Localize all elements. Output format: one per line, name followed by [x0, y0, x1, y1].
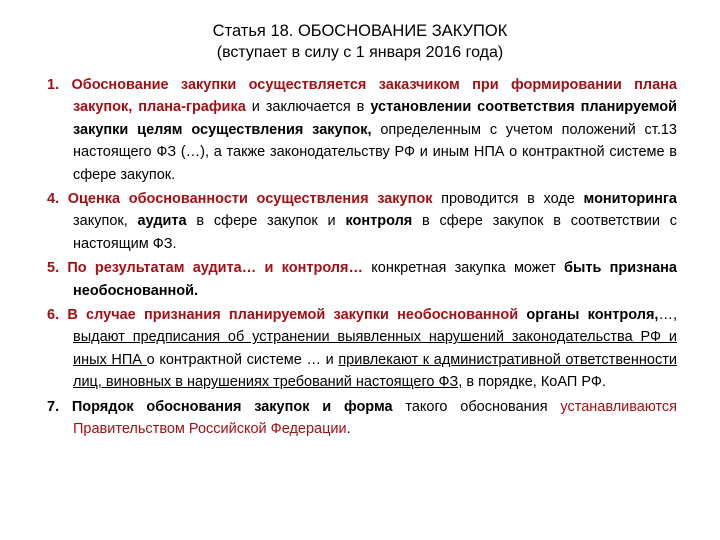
paragraph-1-tail: определенным с учетом положений ст.13 настоящего ФЗ (…), а также законодательству РФ и иным НПА о контрактной системе в сфере закупок. — [73, 121, 677, 183]
paragraph-6-underlined-2: привлекают к административной ответственности лиц, виновных в нарушениях требований настоящего ФЗ, — [73, 351, 677, 391]
paragraph-4-tail: в сфере закупок в соответствии с настоящим ФЗ. — [73, 213, 677, 252]
paragraph-1-lead: 1. Обоснование закупки осуществляется заказчиком при формировании плана закупок, плана-графика — [47, 77, 677, 116]
paragraph-7 — [47, 396, 677, 441]
paragraph-6 — [47, 304, 677, 394]
paragraph-5-bold: быть признана необоснованной. — [73, 260, 677, 299]
paragraph-5 — [47, 257, 677, 302]
paragraph-4-text-2: закупок, — [73, 213, 138, 230]
paragraph-6-bold: органы контроля, — [518, 307, 659, 324]
paragraph-4-lead: 4. Оценка обоснованности осуществления закупок — [47, 191, 433, 208]
paragraph-6-underlined-1: выдают предписания об устранении выявленных нарушений законодательства РФ и иных НПА — [73, 329, 677, 368]
page-subtitle: (вступает в силу с 1 января 2016 года) — [216, 44, 504, 61]
paragraph-7-text: такого обоснования — [392, 398, 561, 415]
title-block — [0, 20, 720, 64]
paragraph-5-lead: 5. По результатам аудита… и контроля… — [47, 260, 363, 277]
page-title: Статья 18. ОБОСНОВАНИЕ ЗАКУПОК — [212, 22, 508, 40]
paragraph-1 — [47, 74, 677, 186]
paragraph-7-red: устанавливаются Правительством Российской Федерации — [73, 398, 677, 438]
paragraph-6-lead: 6. В случае признания планируемой закупки необоснованной — [47, 307, 519, 324]
paragraph-4-text: проводится в ходе — [432, 191, 584, 208]
paragraph-5-text: конкретная закупка может — [362, 260, 564, 277]
paragraph-1-bold: установлении соответствия планируемой закупки целям осуществления закупок, — [73, 99, 677, 138]
paragraph-4 — [47, 188, 677, 255]
article-content — [47, 74, 677, 443]
paragraph-7-lead: 7. Порядок обоснования закупок и форма — [47, 398, 393, 415]
paragraph-6-tail: в порядке, КоАП РФ. — [462, 374, 606, 391]
paragraph-7-tail: . — [346, 421, 351, 438]
paragraph-4-control: контроля — [345, 213, 413, 230]
paragraph-4-monitoring: мониторинга — [583, 191, 677, 208]
paragraph-1-text: и заключается в — [245, 99, 371, 116]
paragraph-6-text: о контрактной системе … и — [146, 351, 339, 368]
paragraph-4-audit: аудита — [137, 213, 187, 230]
paragraph-6-ellipsis: …, — [658, 307, 677, 324]
paragraph-4-text-3: в сфере закупок и — [186, 213, 346, 230]
